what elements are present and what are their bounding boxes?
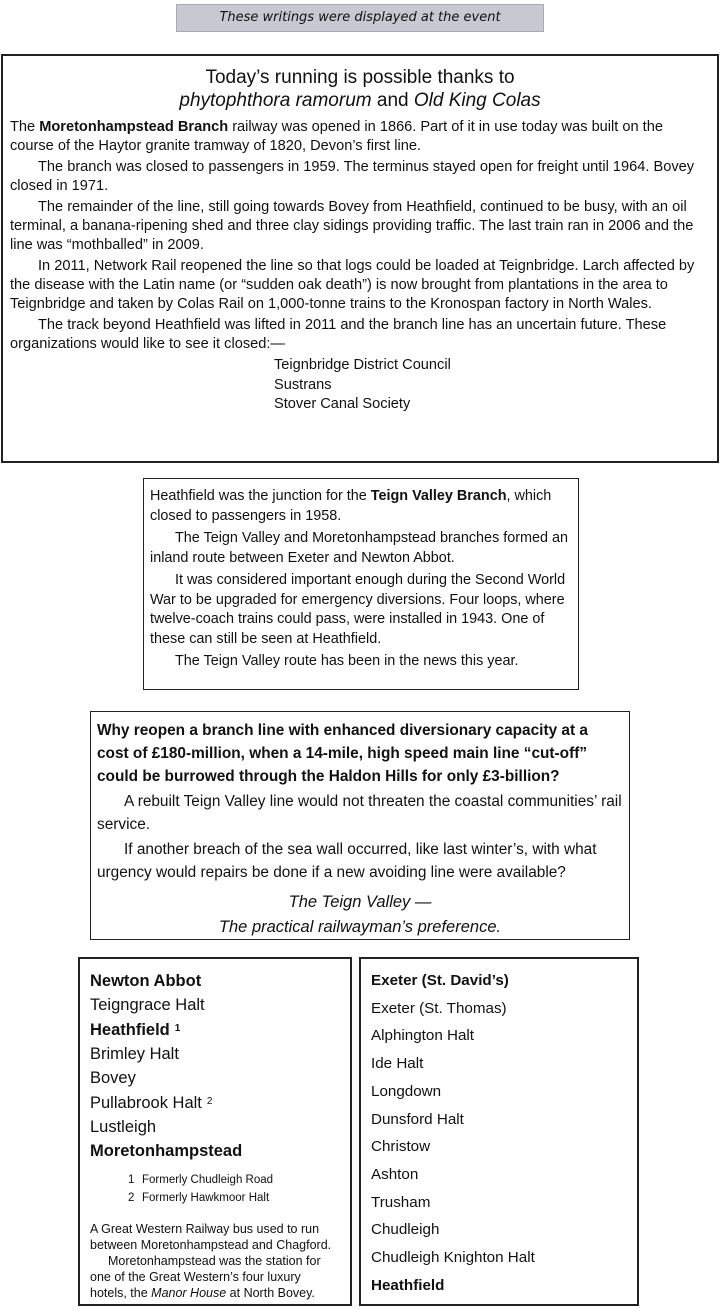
station-item [90,1017,340,1042]
paragraph-future: The track beyond Heathfield was lifted in 2011 and the branch line has an uncertain future. These organizations would like to see it closed:— [10,317,667,352]
station-item [90,1139,340,1163]
hotel-name: Manor House [151,1286,227,1300]
p1-post: railway was opened in 1866. Part of it in use today was built on the course of the Haytor granite tramway of 1820, Devon’s first line. [10,119,663,154]
station-list [90,969,340,1163]
station-item [90,1090,340,1115]
station-item [90,993,340,1017]
branch-name: Teign Valley Branch [370,488,507,504]
event-caption: These writings were displayed at the event [176,4,544,32]
teign-valley-branch-panel [143,478,579,690]
organization-item: Teignbridge District Council [274,357,451,373]
station-item: Chudleigh Knighton Halt [371,1249,535,1267]
title-and: and [371,90,414,111]
organization-item: Stover Canal Society [274,396,411,412]
p1-pre: The [10,119,40,135]
station-item [90,1042,340,1066]
p1-pre: Heathfield was the junction for the [150,488,371,504]
paragraph-junction [150,487,572,526]
footnote-list [90,1171,340,1207]
footnote-marker: 2 [206,1096,213,1107]
station-list [371,967,627,1299]
station-name: Heathfield [90,1021,170,1039]
branch-name: Moretonhampstead Branch [39,119,229,135]
paragraph-opening [10,118,710,156]
station-item: Christow [371,1138,431,1156]
paragraph-war-upgrade: It was considered important enough during the Second World War to be upgraded for emergency diversions. Four loops, where twelve-coach trains could pass, were installed in 1943. One of these can still be seen at Heathfield. [150,572,566,647]
panel-title-line1: Today’s running is possible thanks to [205,67,515,88]
paragraph-inland-route: The Teign Valley and Moretonhampstead branches formed an inland route between Exeter and Newton Abbot. [150,530,569,566]
station-item: Ashton [371,1165,419,1183]
reopen-argument-panel [90,711,630,940]
footnote-text: Formerly Hawkmoor Halt [142,1192,270,1204]
paragraph-reopening: In 2011, Network Rail reopened the line so that logs could be loaded at Teignbridge. Larch affected by the disease with the Latin name (or “sudden oak death”) is now brought from plantations in the area to Teignbridge and taken by Colas Rail on 1,000-tonne trains to the Kronospan factory in North Wales. [10,258,695,312]
hotel-note [90,1253,340,1301]
footnote-marker: 1 [174,1023,181,1034]
station-name: Moretonhampstead [90,1142,243,1160]
teign-valley-stations-panel [359,957,639,1306]
hotel-pre: Moretonhampstead was the station for one of the Great Western’s four luxury hotels, the [90,1254,321,1300]
title-latin-name: phytophthora ramorum [179,90,372,111]
footnote-number: 1 [128,1174,135,1186]
footnote-text: Formerly Chudleigh Road [142,1174,274,1186]
slogan-line2: The practical railwayman’s preference. [218,918,502,936]
paragraph-coastal: A rebuilt Teign Valley line would not threaten the coastal communities’ rail service. [97,793,622,833]
station-item [90,969,340,993]
moretonhampstead-stations-panel [78,957,352,1306]
footnote [128,1171,340,1189]
station-item: Alphington Halt [371,1027,475,1045]
paragraph-question: Why reopen a branch line with enhanced diversionary capacity at a cost of £180-million, when a 14-mile, high speed main line “cut-off” could be burrowed through the Haldon Hills for only £3-billion? [97,722,588,785]
footnote-number: 2 [128,1192,135,1204]
station-name: Brimley Halt [90,1045,179,1063]
station-item: Exeter (St. David’s) [371,972,509,989]
station-item: Exeter (St. Thomas) [371,999,507,1017]
panel-title-line2 [10,89,710,112]
slogan [97,890,623,940]
organization-item: Sustrans [274,376,332,393]
slogan-line1: The Teign Valley — [288,893,432,911]
station-item [90,1066,340,1090]
p1-post: , which closed to passengers in 1958. [150,488,552,524]
paragraph-closure: The branch was closed to passengers in 1959. The terminus stayed open for freight until 1964. Bovey closed in 1971. [10,159,695,194]
paragraph-sea-wall: If another breach of the sea wall occurred, like last winter’s, with what urgency would repairs be done if a new avoiding line were available? [97,841,597,881]
station-name: Bovey [90,1069,136,1087]
moretonhampstead-branch-panel [1,54,719,463]
station-name: Newton Abbot [90,972,202,990]
station-name: Lustleigh [90,1118,157,1136]
hotel-post: at North Bovey. [226,1286,315,1300]
paragraph-remainder: The remainder of the line, still going towards Bovey from Heathfield, continued to be busy, with an oil terminal, a banana-ripening shed and three clay sidings providing traffic. The last train ran in 2006 and the line was “mothballed” in 2009. [10,199,694,253]
station-item: Heathfield [371,1276,445,1294]
bus-note: A Great Western Railway bus used to run between Moretonhampstead and Chagford. [90,1222,332,1252]
paragraph-news: The Teign Valley route has been in the news this year. [175,653,519,669]
station-item: Ide Halt [371,1055,424,1073]
station-item: Dunsford Halt [371,1110,464,1128]
station-item: Chudleigh [371,1221,440,1239]
title-old-king-colas: Old King Colas [413,90,541,111]
organization-list [274,356,710,415]
station-name: Pullabrook Halt [90,1094,202,1112]
footnote [128,1189,340,1207]
station-item: Longdown [371,1082,442,1100]
station-item [90,1115,340,1139]
station-name: Teigngrace Halt [90,996,205,1014]
station-item: Trusham [371,1193,431,1211]
